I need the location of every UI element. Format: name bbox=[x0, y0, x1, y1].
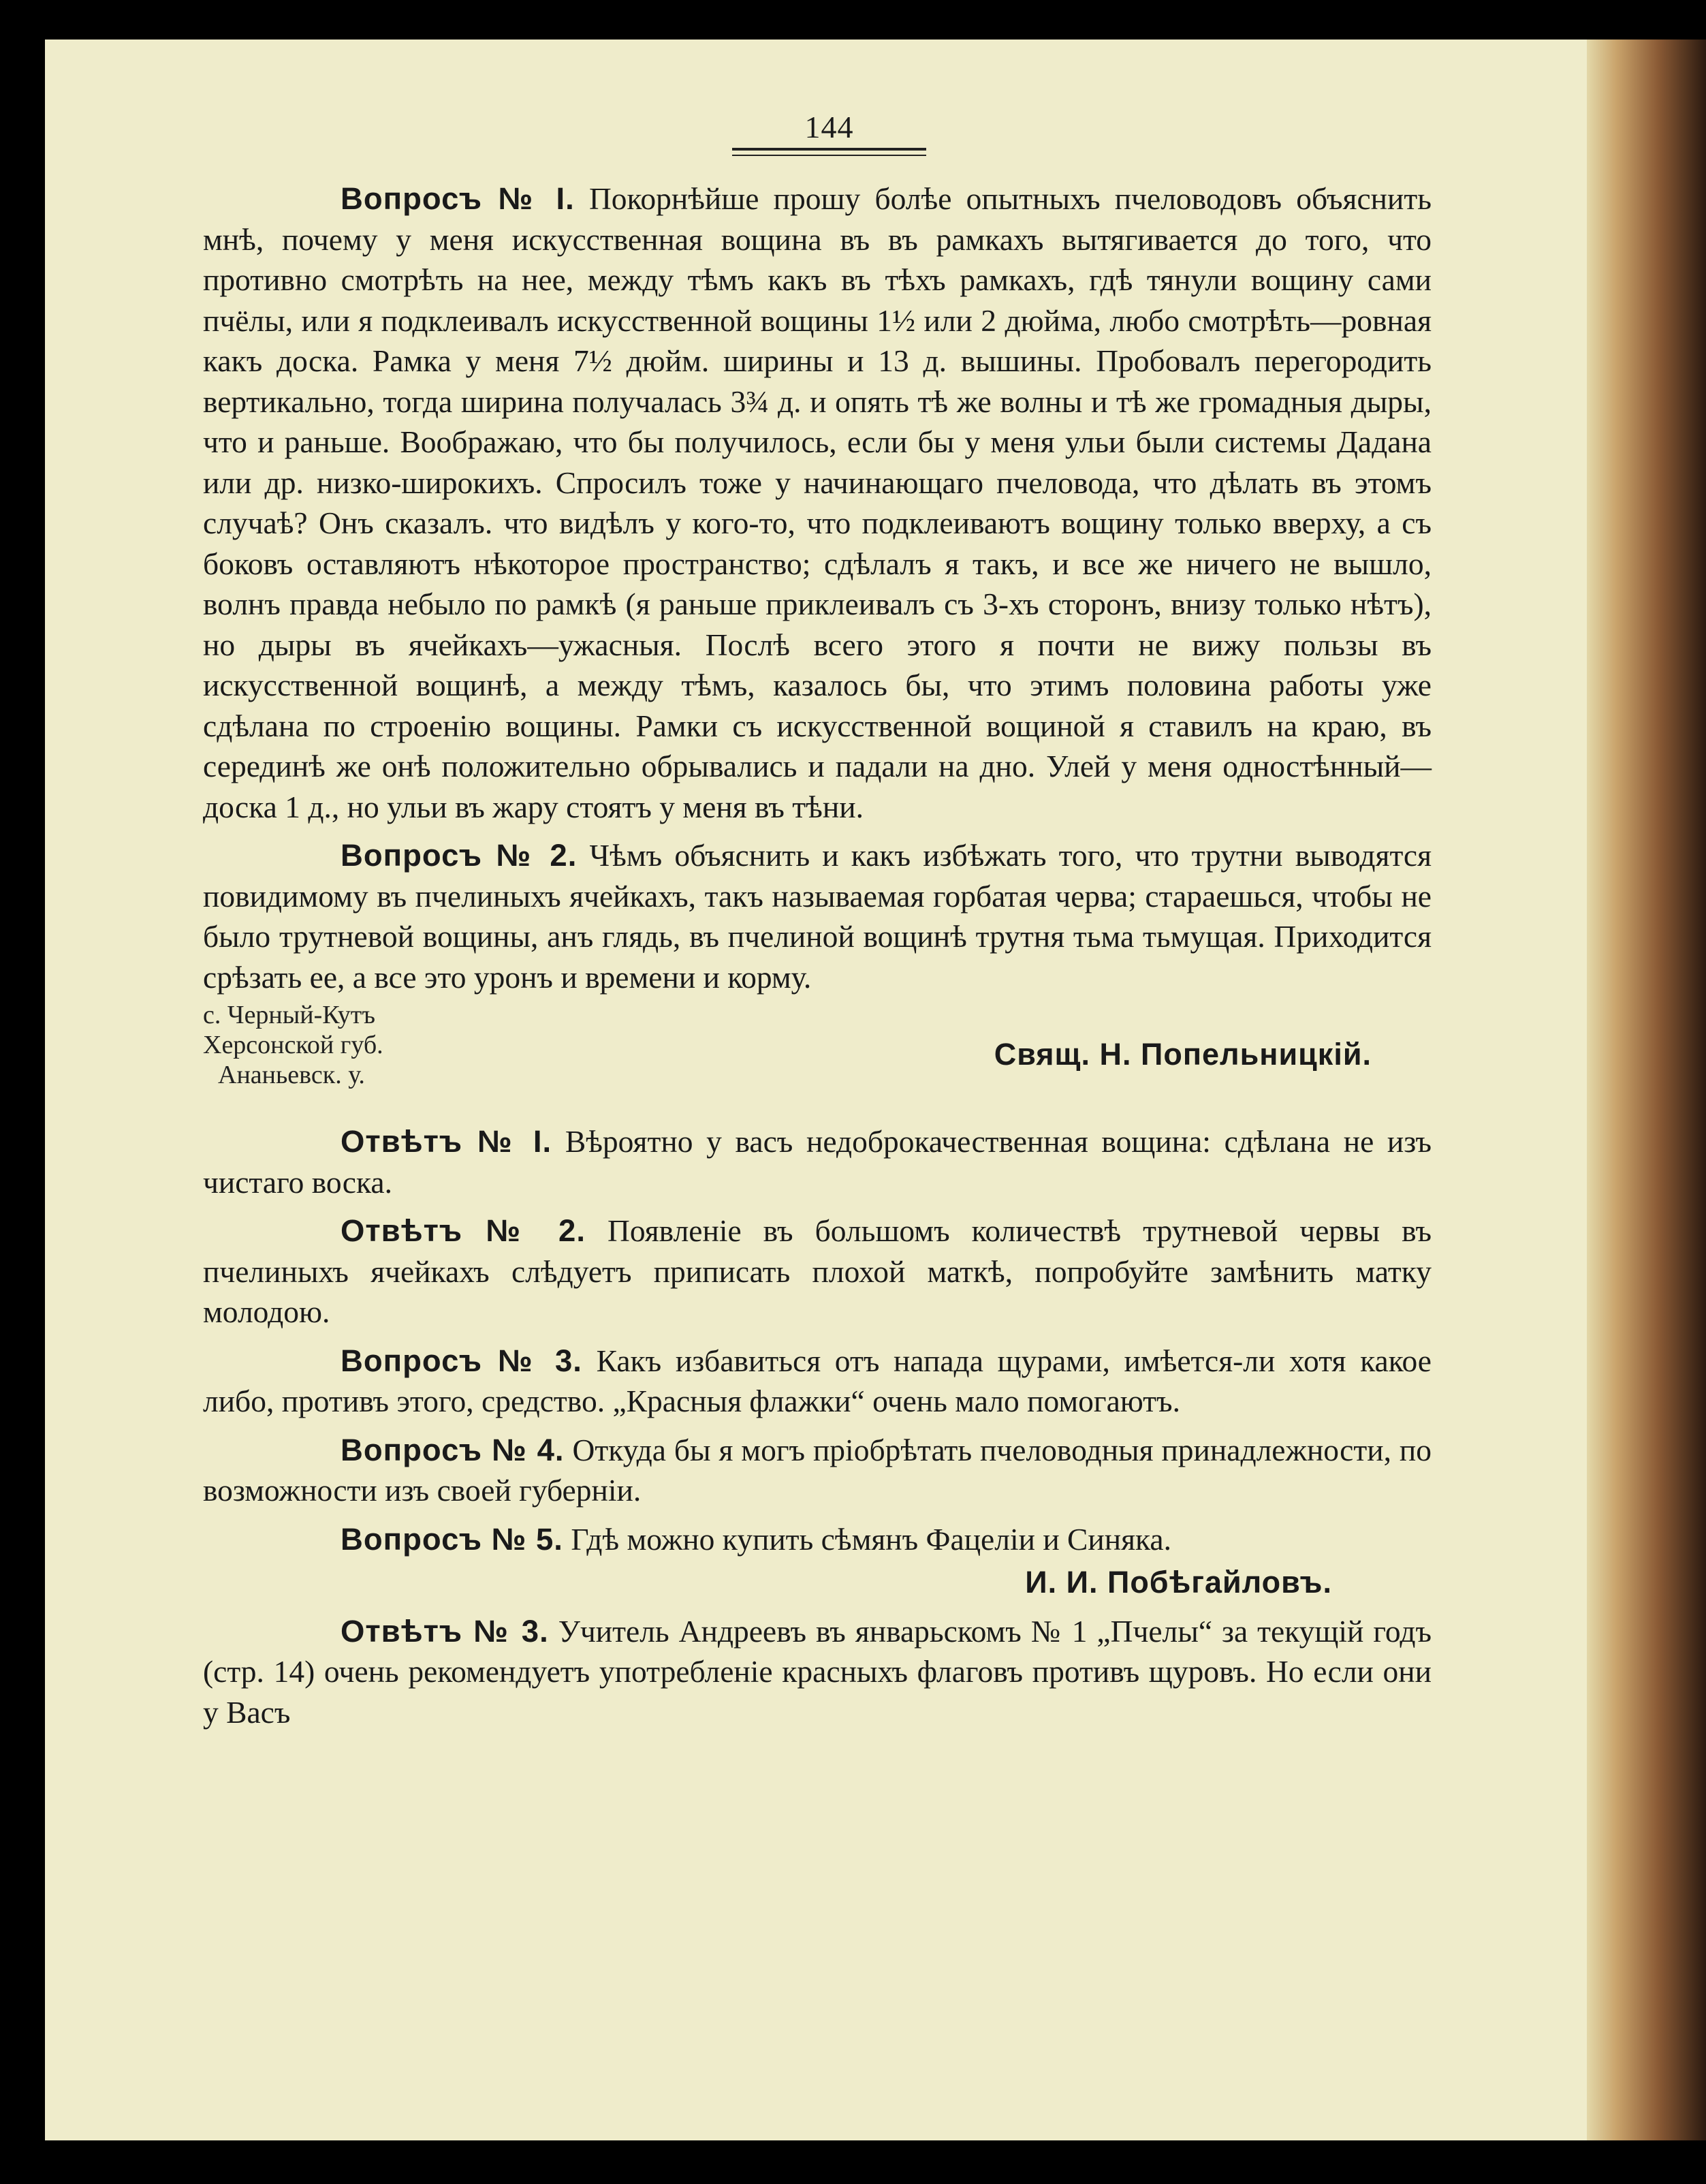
question-2 bbox=[203, 835, 1432, 997]
question-4-text: Откуда бы я могъ пріобрѣтать пчеловодныя принадлежности, по возможности изъ своей губерніи. bbox=[203, 1432, 1432, 1508]
page-header bbox=[732, 109, 926, 156]
signature-place bbox=[203, 1000, 383, 1090]
answer-1 bbox=[203, 1121, 1432, 1202]
header-rule-thin bbox=[732, 155, 926, 156]
question-2-text: Чѣмъ объяснить и какъ избѣжать того, что трутни выводятся повидимому въ пчелиныхъ ячейкахъ, такъ называемая горбатая черва; стараешься, чтобы не было трутневой вощины, анъ глядь, въ пчелиной вощинѣ трутня тьма тьмущая. Приходится срѣзать ее, а все это уронъ и времени и корму. bbox=[203, 838, 1432, 995]
question-1 bbox=[203, 178, 1432, 827]
scan-border-top bbox=[0, 0, 1706, 40]
signature-place-line: Ананьевск. у. bbox=[218, 1061, 365, 1089]
question-3 bbox=[203, 1341, 1432, 1422]
question-1-label: Вопросъ № I. bbox=[341, 181, 575, 216]
page-gutter-shadow bbox=[1587, 40, 1706, 2140]
answer-2-label: Отвѣтъ № 2. bbox=[341, 1213, 586, 1248]
scan-border-left bbox=[0, 0, 45, 2184]
question-2-label: Вопросъ № 2. bbox=[341, 838, 578, 873]
answer-1-label: Отвѣтъ № I. bbox=[341, 1124, 552, 1159]
question-4 bbox=[203, 1430, 1432, 1511]
signature-name: Свящ. Н. Попельницкій. bbox=[994, 1037, 1372, 1072]
answer-2 bbox=[203, 1211, 1432, 1332]
question-3-text: Какъ избавиться отъ напада щурами, имѣется-ли хотя какое либо, противъ этого, средство. „Красныя флажки“ очень мало помогаютъ. bbox=[203, 1343, 1432, 1418]
header-rule-thick bbox=[732, 148, 926, 151]
answer-2-text: Появленіе въ большомъ количествѣ трутневой червы въ пчелиныхъ ячейкахъ слѣдуетъ приписать плохой маткѣ, попробуйте замѣнить матку молодою. bbox=[203, 1213, 1432, 1329]
signature-block-1 bbox=[203, 1000, 1432, 1121]
question-5-label: Вопросъ № 5. bbox=[341, 1521, 563, 1557]
question-3-label: Вопросъ № 3. bbox=[341, 1343, 582, 1378]
page-number: 144 bbox=[804, 110, 854, 144]
question-4-label: Вопросъ № 4. bbox=[341, 1432, 565, 1467]
question-5 bbox=[203, 1519, 1432, 1560]
answer-3-label: Отвѣтъ № 3. bbox=[341, 1613, 549, 1649]
signature-place-line: с. Черный-Кутъ bbox=[203, 1001, 376, 1029]
page-body bbox=[203, 178, 1432, 1732]
signature-place-line: Херсонской губ. bbox=[203, 1031, 383, 1059]
answer-3 bbox=[203, 1611, 1432, 1733]
signature-name-2: И. И. Побѣгайловъ. bbox=[1025, 1565, 1332, 1600]
scan-border-bottom bbox=[0, 2140, 1706, 2184]
question-5-text: Гдѣ можно купить сѣмянъ Фацеліи и Синяка. bbox=[571, 1521, 1172, 1557]
answer-3-text: Учитель Андреевъ въ январьскомъ № 1 „Пчелы“ за текущій годъ (стр. 14) очень рекомендуетъ употребленіе красныхъ флаговъ противъ щуровъ. Но если они у Васъ bbox=[203, 1613, 1432, 1730]
answer-1-text: Вѣроятно у васъ недоброкачественная вощина: сдѣлана не изъ чистаго воска. bbox=[203, 1124, 1432, 1200]
question-1-text: Покорнѣйше прошу болѣе опытныхъ пчеловодовъ объяснить мнѣ, почему у меня искусственная вощина въ въ рамкахъ вытягивается до того, что противно смотрѣть на нее, между тѣмъ какъ въ тѣхъ рамкахъ, гдѣ тянули вощину сами пчёлы, или я подклеивалъ искусственной вощины 1½ или 2 дюйма, любо смотрѣть—ровная какъ доска. Рамка у меня 7½ дюйм. ширины и 13 д. вышины. Пробовалъ перегородить вертикально, тогда ширина получалась 3¾ д. и опять тѣ же волны и тѣ же громадныя дыры, что и раньше. Воображаю, что бы получилось, если бы у меня ульи были системы Дадана или др. низко-широкихъ. Спросилъ тоже у начинающаго пчеловода, что дѣлать въ этомъ случаѣ? Онъ сказалъ. что видѣлъ у кого-то, что подклеиваютъ вощину только вверху, а съ боковъ оставляютъ нѣкоторое пространство; сдѣлалъ я такъ, и все же ничего не вышло, волнъ правда небыло по рамкѣ (я раньше приклеивалъ съ 3-хъ сторонъ, внизу только нѣтъ), но дыры въ ячейкахъ—ужасныя. Послѣ всего этого я почти не вижу пользы въ искусственной вощинѣ, а между тѣмъ, казалось бы, что этимъ половина работы уже сдѣлана по строенію вощины. Рамки съ искусственной вощиной я ставилъ на краю, въ серединѣ же онѣ положительно обрывались и падали на дно. Улей у меня одностѣнный—доска 1 д., но ульи въ жару стоятъ у меня въ тѣни. bbox=[203, 181, 1432, 824]
